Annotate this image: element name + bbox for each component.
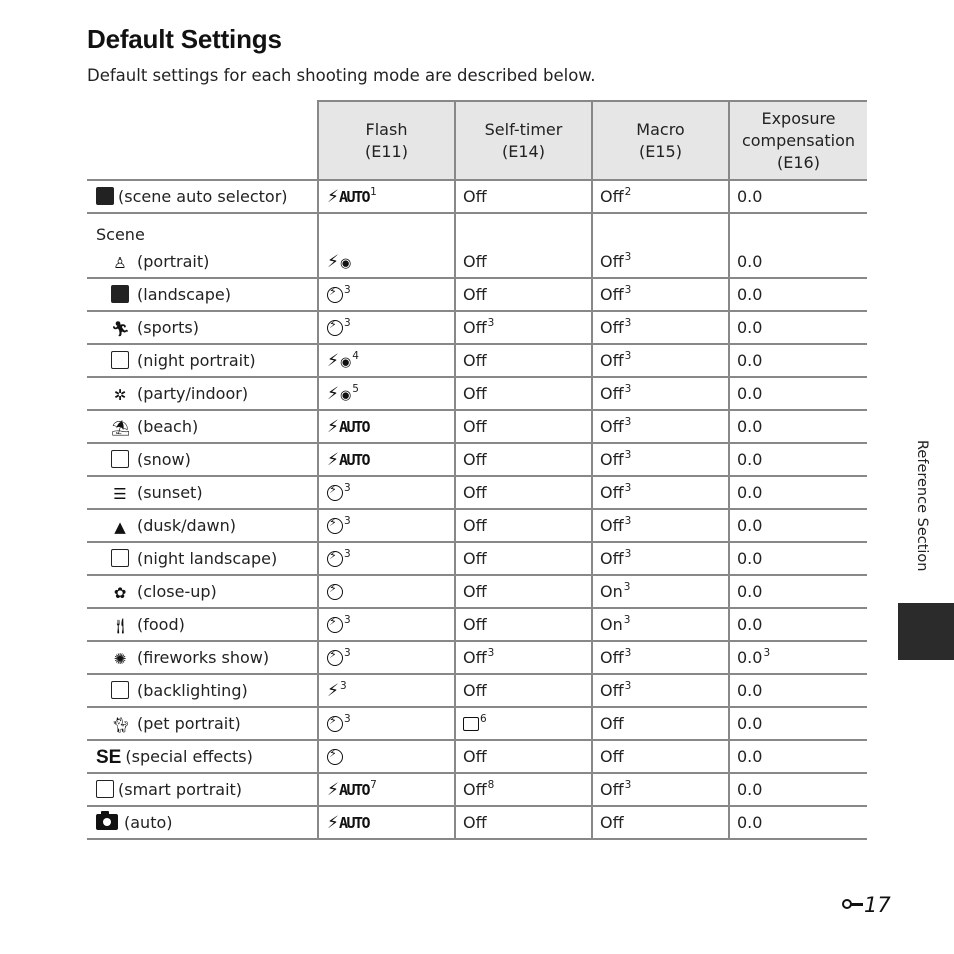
timer-value: Off — [463, 747, 487, 766]
flash-cell — [318, 608, 455, 641]
page-number-value: 17 — [864, 893, 891, 917]
exposure-value: 0.0 — [737, 714, 763, 733]
macro-cell — [592, 542, 729, 575]
timer-value: Off — [463, 417, 487, 436]
empty-cell — [729, 213, 867, 246]
footnote: 3 — [344, 548, 351, 560]
footnote: 3 — [623, 614, 631, 626]
exposure-value: 0.0 — [737, 780, 763, 799]
macro-value: Off — [600, 648, 624, 667]
timer-value: Off — [463, 384, 487, 403]
exposure-value: 0.0 — [737, 747, 763, 766]
footnote: 3 — [344, 284, 351, 296]
macro-value: Off — [600, 681, 624, 700]
exposure-value: 0.0 — [737, 582, 763, 601]
timer-value: Off — [463, 549, 487, 568]
table-row — [87, 740, 867, 773]
timer-value: Off — [463, 681, 487, 700]
footnote: 1 — [370, 185, 377, 198]
timer-cell — [455, 443, 592, 476]
mode-cell — [87, 575, 318, 608]
exposure-value: 0.0 — [737, 417, 763, 436]
footnote: 3 — [624, 548, 632, 560]
mode-label: (dusk/dawn) — [137, 515, 236, 535]
exposure-cell — [729, 311, 867, 344]
table-row — [87, 180, 867, 213]
timer-value: Off — [463, 516, 487, 535]
macro-value: Off — [600, 747, 624, 766]
footnote: 6 — [480, 713, 487, 725]
page-title: Default Settings — [87, 24, 282, 54]
flash-icon: ⚡ — [327, 449, 339, 470]
footnote: 3 — [344, 317, 351, 329]
timer-cell — [455, 278, 592, 311]
special-effects-icon: SE — [96, 746, 122, 768]
landscape-icon — [111, 285, 129, 303]
macro-value: Off — [600, 252, 624, 271]
mode-cell — [87, 476, 318, 509]
flash-auto-label: AUTO — [338, 187, 370, 206]
beach-icon: ⛱ — [111, 418, 131, 437]
table-row — [87, 476, 867, 509]
flash-icon: ⚡ — [327, 186, 339, 207]
empty-cell — [592, 213, 729, 246]
macro-value: Off — [600, 285, 624, 304]
flash-icon: ⚡ — [327, 383, 339, 404]
flash-off-icon — [327, 584, 343, 600]
mode-label: (portrait) — [137, 251, 210, 271]
side-tab-marker — [898, 603, 954, 660]
macro-value: Off — [600, 813, 624, 832]
flash-cell — [318, 641, 455, 674]
macro-value: Off — [600, 714, 624, 733]
header-macro — [592, 101, 729, 180]
flash-auto-label: AUTO — [338, 813, 370, 832]
mode-cell — [87, 608, 318, 641]
macro-value: Off — [600, 450, 624, 469]
macro-cell — [592, 674, 729, 707]
camera-icon — [96, 814, 118, 830]
fireworks-icon: ✺ — [113, 649, 127, 668]
footnote: 3 — [624, 383, 632, 395]
flash-cell — [318, 806, 455, 839]
timer-cell — [455, 575, 592, 608]
reference-e-icon — [842, 897, 864, 912]
table-row — [87, 311, 867, 344]
footnote: 3 — [624, 350, 632, 362]
mode-label: (backlighting) — [137, 681, 248, 700]
flash-off-icon — [327, 749, 343, 765]
macro-value: Off — [600, 780, 624, 799]
flash-auto-label: AUTO — [338, 417, 370, 436]
macro-value: Off — [600, 549, 624, 568]
footnote: 2 — [624, 186, 632, 198]
footnote: 3 — [624, 482, 632, 494]
timer-value: Off — [463, 285, 487, 304]
flash-icon: ⚡ — [327, 779, 339, 800]
macro-cell — [592, 476, 729, 509]
timer-value: Off — [463, 187, 487, 206]
mode-cell — [87, 509, 318, 542]
table-row — [87, 575, 867, 608]
header-blank — [87, 101, 318, 180]
table-row — [87, 509, 867, 542]
footnote: 3 — [624, 449, 632, 461]
footnote: 3 — [624, 416, 632, 428]
mode-label: (beach) — [137, 416, 199, 436]
footnote: 8 — [487, 779, 495, 791]
exposure-cell — [729, 410, 867, 443]
footnote: 3 — [623, 581, 631, 593]
header-self-timer-label: Self-timer — [484, 119, 563, 139]
flash-auto-label: AUTO — [338, 780, 370, 799]
footnote: 3 — [763, 647, 771, 659]
table-row — [87, 608, 867, 641]
snow-icon — [111, 450, 129, 468]
exposure-cell — [729, 773, 867, 806]
mode-cell — [87, 542, 318, 575]
scene-group-label: Scene — [96, 225, 145, 244]
exposure-value: 0.0 — [737, 483, 763, 502]
exposure-cell — [729, 740, 867, 773]
exposure-cell — [729, 674, 867, 707]
macro-cell — [592, 246, 729, 278]
macro-value: Off — [600, 318, 624, 337]
scene-auto-icon — [96, 187, 114, 205]
timer-value: Off — [463, 450, 487, 469]
closeup-icon: ✿ — [113, 583, 127, 602]
mode-cell — [87, 344, 318, 377]
page-subtitle: Default settings for each shooting mode are described below. — [87, 66, 596, 85]
default-settings-table — [87, 100, 867, 840]
mode-cell — [87, 641, 318, 674]
footnote: 3 — [624, 317, 632, 329]
header-exposure — [729, 101, 867, 180]
macro-cell — [592, 180, 729, 213]
table-row-scene-header — [87, 213, 867, 246]
timer-cell — [455, 509, 592, 542]
mode-label: (snow) — [137, 450, 191, 469]
mode-cell — [87, 377, 318, 410]
footnote: 3 — [624, 284, 632, 296]
flash-off-icon — [327, 551, 343, 567]
exposure-cell — [729, 246, 867, 278]
table-header-row — [87, 101, 867, 180]
macro-value: Off — [600, 351, 624, 370]
sports-icon: 🏃︎ — [111, 319, 131, 338]
timer-cell — [455, 806, 592, 839]
exposure-value: 0.0 — [737, 813, 763, 832]
flash-cell — [318, 542, 455, 575]
flash-auto-label: AUTO — [338, 450, 370, 469]
timer-cell — [455, 311, 592, 344]
macro-cell — [592, 410, 729, 443]
footnote: 3 — [487, 317, 495, 329]
exposure-value: 0.0 — [737, 648, 763, 667]
side-tab-label: Reference Section — [914, 440, 930, 572]
mode-label: (scene auto selector) — [118, 187, 288, 206]
exposure-value: 0.0 — [737, 351, 763, 370]
macro-cell — [592, 773, 729, 806]
exposure-cell — [729, 377, 867, 410]
exposure-value: 0.0 — [737, 187, 763, 206]
flash-cell — [318, 311, 455, 344]
timer-value: Off — [463, 615, 487, 634]
timer-cell — [455, 674, 592, 707]
footnote: 3 — [624, 779, 632, 791]
flash-cell — [318, 344, 455, 377]
sunset-icon: ☰ — [113, 484, 127, 503]
exposure-value: 0.0 — [737, 252, 763, 271]
timer-value: Off — [463, 318, 487, 337]
table-row — [87, 443, 867, 476]
timer-value: Off — [463, 582, 487, 601]
mode-label: (pet portrait) — [137, 713, 241, 733]
pet-icon: 🐈︎ — [111, 715, 131, 734]
timer-cell — [455, 476, 592, 509]
mode-label: (party/indoor) — [137, 383, 249, 403]
timer-value: Off — [463, 252, 487, 271]
exposure-cell — [729, 575, 867, 608]
macro-cell — [592, 641, 729, 674]
mode-cell — [87, 740, 318, 773]
exposure-value: 0.0 — [737, 318, 763, 337]
flash-cell — [318, 443, 455, 476]
timer-cell — [455, 542, 592, 575]
flash-icon: ⚡ — [327, 350, 339, 371]
table-row — [87, 377, 867, 410]
table-row — [87, 773, 867, 806]
flash-off-icon — [327, 320, 343, 336]
mode-cell — [87, 180, 318, 213]
header-self-timer — [455, 101, 592, 180]
flash-icon: ⚡ — [327, 416, 339, 437]
macro-cell — [592, 608, 729, 641]
flash-cell — [318, 180, 455, 213]
mode-label: (special effects) — [125, 746, 253, 766]
flash-icon: ⚡ — [327, 812, 339, 833]
timer-cell — [455, 707, 592, 740]
header-exposure-ref: (E16) — [777, 152, 820, 172]
footnote: 3 — [487, 647, 495, 659]
exposure-cell — [729, 476, 867, 509]
header-flash-ref: (E11) — [365, 141, 408, 161]
footnote: 3 — [624, 251, 632, 263]
red-eye-icon: ◉ — [339, 387, 352, 403]
mode-label: (auto) — [124, 813, 173, 832]
flash-off-icon — [327, 617, 343, 633]
flash-cell — [318, 509, 455, 542]
table-row — [87, 707, 867, 740]
header-exposure-line2: compensation — [741, 130, 856, 150]
header-flash — [318, 101, 455, 180]
header-macro-label: Macro — [636, 119, 685, 139]
footnote: 3 — [344, 515, 351, 527]
table-row — [87, 246, 867, 278]
exposure-cell — [729, 641, 867, 674]
table-row — [87, 344, 867, 377]
timer-cell — [455, 641, 592, 674]
mode-cell — [87, 278, 318, 311]
timer-cell — [455, 246, 592, 278]
dusk-icon: ▲ — [114, 517, 126, 536]
footnote: 3 — [344, 482, 351, 494]
exposure-cell — [729, 443, 867, 476]
mode-label: (sports) — [137, 317, 199, 337]
timer-cell — [455, 377, 592, 410]
macro-value: Off — [600, 417, 624, 436]
mode-cell — [87, 443, 318, 476]
night-portrait-icon — [111, 351, 129, 369]
portrait-icon: ♙ — [113, 253, 127, 272]
header-self-timer-ref: (E14) — [502, 141, 545, 161]
table-row — [87, 278, 867, 311]
exposure-cell — [729, 806, 867, 839]
exposure-cell — [729, 180, 867, 213]
macro-value: On — [600, 615, 623, 634]
macro-cell — [592, 740, 729, 773]
macro-cell — [592, 575, 729, 608]
table-row — [87, 542, 867, 575]
flash-cell — [318, 773, 455, 806]
red-eye-icon: ◉ — [339, 354, 352, 370]
table-row — [87, 806, 867, 839]
header-exposure-line1: Exposure — [761, 108, 836, 128]
table-row — [87, 641, 867, 674]
mode-cell — [87, 246, 318, 278]
header-macro-ref: (E15) — [639, 141, 682, 161]
night-landscape-icon — [111, 549, 129, 567]
flash-cell — [318, 707, 455, 740]
flash-cell — [318, 278, 455, 311]
footnote: 3 — [624, 680, 632, 692]
food-icon: 🍴︎ — [111, 616, 131, 635]
mode-label: (smart portrait) — [118, 780, 243, 799]
flash-off-icon — [327, 485, 343, 501]
macro-cell — [592, 377, 729, 410]
smart-portrait-icon — [96, 780, 114, 798]
timer-value: Off — [463, 483, 487, 502]
exposure-value: 0.0 — [737, 450, 763, 469]
flash-icon: ⚡ — [327, 251, 339, 272]
macro-value: Off — [600, 516, 624, 535]
footnote: 4 — [352, 349, 359, 362]
timer-cell — [455, 608, 592, 641]
page-number — [842, 893, 891, 917]
mode-cell — [87, 707, 318, 740]
mode-label: (landscape) — [137, 285, 231, 304]
exposure-cell — [729, 542, 867, 575]
footnote: 3 — [344, 647, 351, 659]
table-row — [87, 410, 867, 443]
mode-cell — [87, 806, 318, 839]
mode-label: (sunset) — [137, 482, 203, 502]
exposure-cell — [729, 278, 867, 311]
macro-cell — [592, 311, 729, 344]
empty-cell — [318, 213, 455, 246]
timer-value: Off — [463, 351, 487, 370]
exposure-value: 0.0 — [737, 615, 763, 634]
mode-cell — [87, 410, 318, 443]
macro-cell — [592, 278, 729, 311]
macro-value: Off — [600, 483, 624, 502]
macro-value: Off — [600, 384, 624, 403]
exposure-value: 0.0 — [737, 384, 763, 403]
mode-label: (close-up) — [137, 581, 217, 601]
mode-label: (night landscape) — [137, 549, 278, 568]
exposure-value: 0.0 — [737, 549, 763, 568]
timer-cell — [455, 740, 592, 773]
mode-label: (night portrait) — [137, 351, 256, 370]
exposure-value: 0.0 — [737, 285, 763, 304]
timer-cell — [455, 410, 592, 443]
macro-value: On — [600, 582, 623, 601]
timer-value: Off — [463, 813, 487, 832]
flash-off-icon — [327, 650, 343, 666]
macro-cell — [592, 806, 729, 839]
macro-cell — [592, 707, 729, 740]
mode-label: (food) — [137, 614, 185, 634]
mode-cell — [87, 773, 318, 806]
exposure-value: 0.0 — [737, 681, 763, 700]
header-flash-label: Flash — [365, 119, 408, 139]
flash-cell — [318, 740, 455, 773]
exposure-cell — [729, 707, 867, 740]
exposure-cell — [729, 344, 867, 377]
empty-cell — [455, 213, 592, 246]
mode-cell — [87, 311, 318, 344]
flash-off-icon — [327, 287, 343, 303]
footnote: 3 — [339, 679, 347, 692]
footnote: 7 — [370, 778, 377, 791]
footnote: 5 — [352, 382, 359, 395]
flash-cell — [318, 674, 455, 707]
flash-cell — [318, 476, 455, 509]
flash-cell — [318, 575, 455, 608]
footnote: 3 — [624, 515, 632, 527]
timer-cell — [455, 180, 592, 213]
macro-value: Off — [600, 187, 624, 206]
backlighting-icon — [111, 681, 129, 699]
timer-cell — [455, 344, 592, 377]
flash-cell — [318, 377, 455, 410]
flash-cell — [318, 410, 455, 443]
macro-cell — [592, 509, 729, 542]
footnote: 3 — [344, 614, 351, 626]
footnote: 3 — [344, 713, 351, 725]
mode-label: (fireworks show) — [137, 647, 270, 667]
macro-cell — [592, 344, 729, 377]
macro-cell — [592, 443, 729, 476]
exposure-value: 0.0 — [737, 516, 763, 535]
timer-value: Off — [463, 648, 487, 667]
footnote: 3 — [624, 647, 632, 659]
flash-icon: ⚡ — [327, 680, 339, 701]
red-eye-icon: ◉ — [339, 255, 352, 271]
exposure-cell — [729, 608, 867, 641]
table-row — [87, 674, 867, 707]
timer-value: Off — [463, 780, 487, 799]
flash-cell — [318, 246, 455, 278]
pet-timer-icon — [463, 717, 479, 731]
flash-off-icon — [327, 716, 343, 732]
exposure-cell — [729, 509, 867, 542]
party-icon: ✲ — [113, 385, 127, 404]
mode-cell — [87, 674, 318, 707]
flash-off-icon — [327, 518, 343, 534]
timer-cell — [455, 773, 592, 806]
